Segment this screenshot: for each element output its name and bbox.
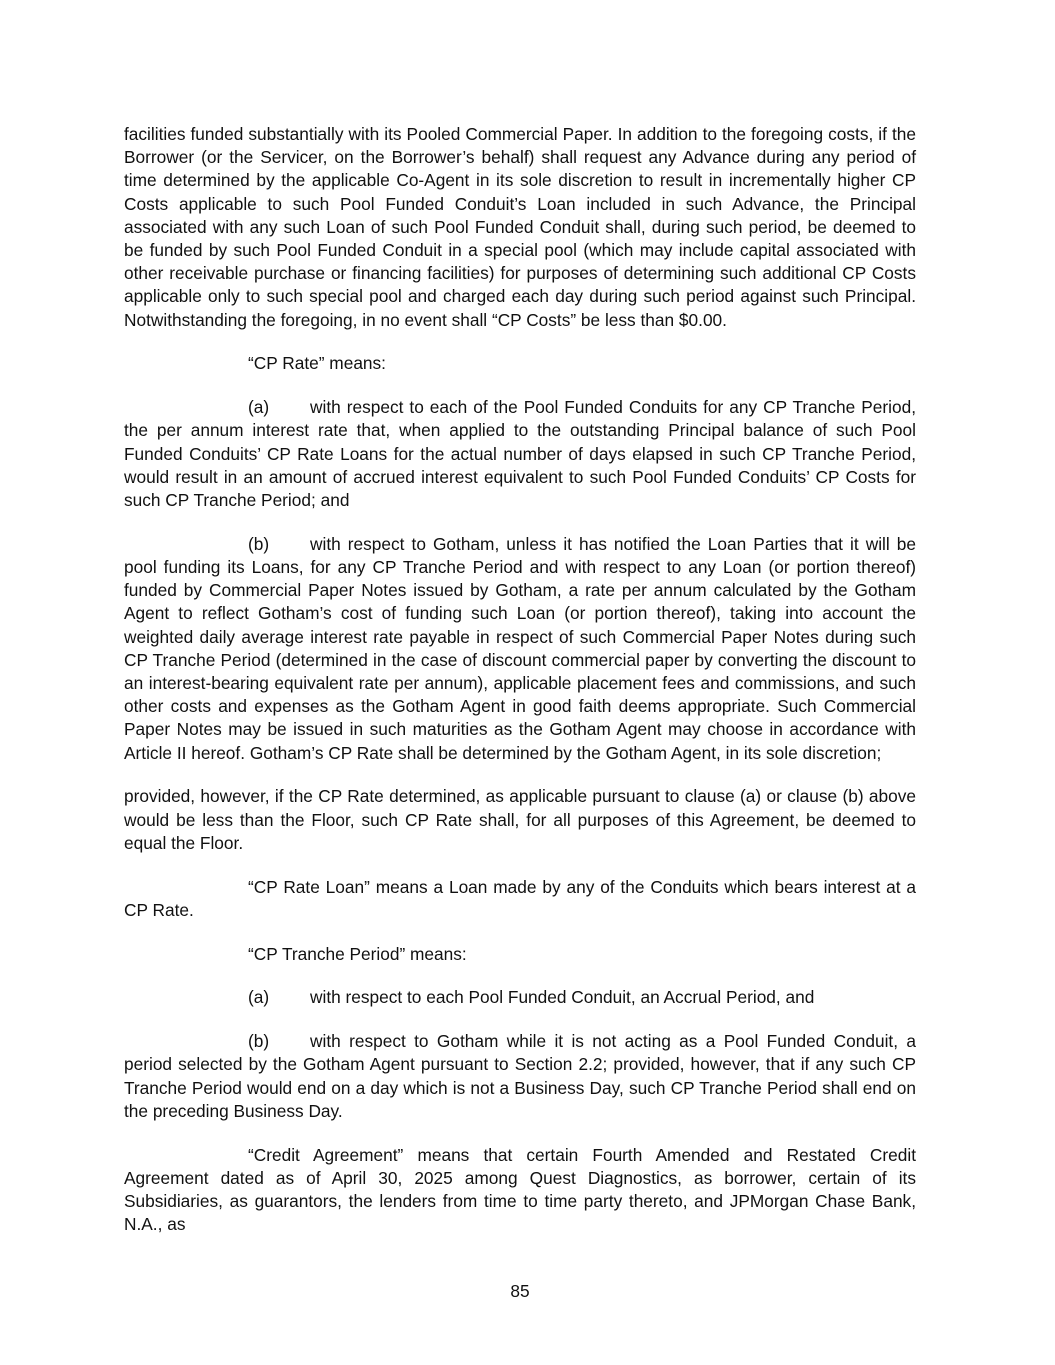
cp-costs-continuation: facilities funded substantially with its Pooled Commercial Paper. In addition to the foregoing costs, if the Borrower (or the Servicer, on the Borrower’s behalf) shall request any Advance during any period of time determined by the applicable Co-Agent in its sole discretion to result in incrementally higher CP Costs applicable to such Pool Funded Conduit’s Loan included in such Advance, the Principal associated with any such Loan of such Pool Funded Conduit shall, during such period, be deemed to be funded by such Pool Funded Conduit in a special pool (which may include capital associated with other receivable purchase or financing facilities) for purposes of determining such additional CP Costs applicable only to such special pool and charged each day during such period against such Principal. Notwithstanding the foregoing, in no event shall “CP Costs” be less than $0.00. xyxy=(124,124,916,330)
cp-rate-loan-definition: “CP Rate Loan” means a Loan made by any of the Conduits which bears interest at a CP Rate. xyxy=(124,876,916,920)
clause-label: (a) xyxy=(248,987,270,1008)
cp-rate-heading: “CP Rate” means: xyxy=(248,353,386,374)
cp-tranche-clause-a xyxy=(124,986,916,1009)
clause-text: with respect to each Pool Funded Conduit, an Accrual Period, and xyxy=(310,987,815,1008)
clause-text: with respect to Gotham, unless it has notified the Loan Parties that it will be pool funding its Loans, for any CP Tranche Period and with respect to any Loan (or portion thereof) funded by Commercial Paper Notes issued by Gotham, a rate per annum calculated by the Gotham Agent to reflect Gotham’s cost of funding such Loan (or portion thereof), taking into account the weighted daily average interest rate payable in respect of such Commercial Paper Notes during such CP Tranche Period (determined in the case of discount commercial paper by converting the discount to an interest-bearing equivalent rate per annum), applicable placement fees and commissions, and such other costs and expenses as the Gotham Agent in good faith deems appropriate. Such Commercial Paper Notes may be issued in such maturities as the Gotham Agent may choose in accordance with Article II hereof. Gotham’s CP Rate shall be determined by the Gotham Agent, in its sole discretion; xyxy=(124,533,916,763)
clause-label: (b) xyxy=(248,533,270,554)
clause-label: (b) xyxy=(248,1031,270,1052)
cp-rate-clause-a xyxy=(124,396,916,512)
clause-text: with respect to each of the Pool Funded Conduits for any CP Tranche Period, the per annum interest rate that, when applied to the outstanding Principal balance of such Pool Funded Conduits’ CP Rate Loans for the actual number of days elapsed in such CP Tranche Period, would result in an amount of accrued interest equivalent to such Pool Funded Conduits’ CP Costs for such CP Tranche Period; and xyxy=(124,397,916,511)
credit-agreement-definition: “Credit Agreement” means that certain Fourth Amended and Restated Credit Agreement dated as of April 30, 2025 among Quest Diagnostics, as borrower, certain of its Subsidiaries, as guarantors, the lenders from time to time party thereto, and JPMorgan Chase Bank, N.A., as xyxy=(124,1144,916,1235)
clause-text: with respect to Gotham while it is not acting as a Pool Funded Conduit, a period selected by the Gotham Agent pursuant to Section 2.2; provided, however, that if any such CP Tranche Period would end on a day which is not a Business Day, such CP Tranche Period shall end on the preceding Business Day. xyxy=(124,1031,916,1121)
document-page xyxy=(124,123,916,1236)
proviso-paragraph: provided, however, if the CP Rate determined, as applicable pursuant to clause (a) or clause (b) above would be less than the Floor, such CP Rate shall, for all purposes of this Agreement, be deemed to equal the Floor. xyxy=(124,786,916,853)
clause-label: (a) xyxy=(248,397,270,418)
cp-tranche-clause-b xyxy=(124,1030,916,1123)
page-number: 85 xyxy=(510,1281,530,1301)
cp-rate-clause-b xyxy=(124,533,916,765)
cp-tranche-period-heading: “CP Tranche Period” means: xyxy=(248,943,467,964)
